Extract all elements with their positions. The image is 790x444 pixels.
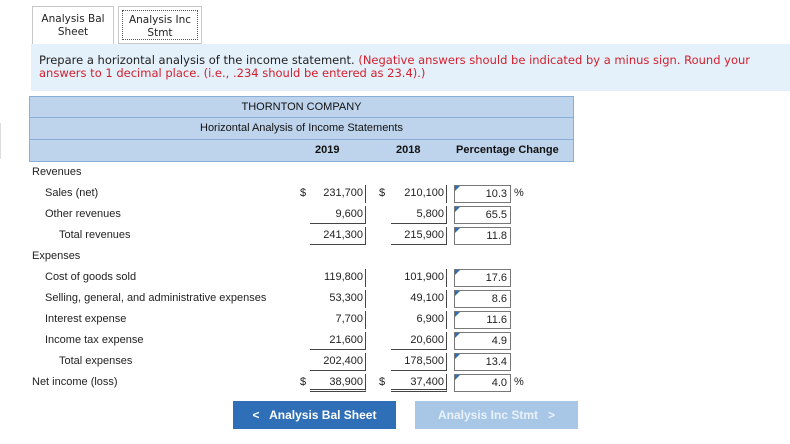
instructions-note: (Negative answers should be indicated by a minus sign. Round your answers to 1 decimal place. (i.e., .234 should be entered as 23.4).) [39, 53, 751, 80]
tab-analysis-bal-sheet[interactable] [32, 6, 114, 44]
value-2018: 101,900 [391, 269, 447, 287]
column-header-row [29, 140, 574, 162]
dollar-sign: $ [379, 376, 386, 388]
row-label: Interest expense [45, 313, 127, 325]
value-2019: 9,600 [310, 206, 366, 224]
value-2019: 53,300 [310, 290, 366, 308]
expenses-heading: Expenses [32, 250, 81, 262]
table-row-net-income [29, 372, 574, 393]
value-2019: 7,700 [310, 311, 366, 329]
value-2018: 6,900 [391, 311, 447, 329]
chevron-left-icon: < [252, 408, 260, 422]
tab-label-line1: Analysis Inc [128, 14, 192, 26]
table-row-total-expenses [29, 351, 574, 372]
value-2018: 37,400 [391, 374, 447, 392]
value-2019: 38,900 [310, 374, 366, 392]
column-header-2019: 2019 [315, 144, 340, 156]
row-label: Total expenses [59, 355, 133, 367]
column-header-percentage-change: Percentage Change [456, 144, 559, 156]
dollar-sign: $ [379, 187, 386, 199]
dollar-sign: $ [300, 187, 307, 199]
percentage-input[interactable]: 11.8 [454, 227, 511, 245]
prev-analysis-bal-sheet-button[interactable] [233, 401, 396, 429]
value-2018: 5,800 [391, 206, 447, 224]
percentage-input[interactable]: 4.0 [454, 374, 511, 392]
percentage-input[interactable]: 4.9 [454, 332, 511, 350]
value-2019: 119,800 [310, 269, 366, 287]
percentage-input[interactable]: 13.4 [454, 353, 511, 371]
dollar-sign: $ [300, 376, 307, 388]
value-2019: 231,700 [310, 185, 366, 203]
chevron-right-icon: > [548, 408, 556, 422]
value-2018: 20,600 [391, 332, 447, 350]
value-2019: 241,300 [310, 227, 366, 245]
next-button-label: Analysis Inc Stmt [437, 408, 538, 422]
column-header-2018: 2018 [396, 144, 421, 156]
tab-label-line2: Sheet [57, 26, 89, 38]
percentage-input[interactable]: 17.6 [454, 269, 511, 287]
statement-title: Horizontal Analysis of Income Statements [29, 118, 574, 140]
percentage-input[interactable]: 65.5 [454, 206, 511, 224]
table-row-other-revenues [29, 204, 574, 225]
percent-sign: % [514, 187, 524, 199]
left-edge-marker [0, 123, 3, 159]
value-2019: 202,400 [310, 353, 366, 371]
row-label: Total revenues [59, 229, 131, 241]
revenues-heading-row [29, 162, 574, 183]
tab-label-line1: Analysis Bal [41, 13, 105, 25]
value-2018: 178,500 [391, 353, 447, 371]
row-label: Selling, general, and administrative expenses [45, 292, 267, 304]
revenues-heading: Revenues [32, 166, 82, 178]
value-2019: 21,600 [310, 332, 366, 350]
expenses-heading-row [29, 246, 574, 267]
value-2018: 215,900 [391, 227, 447, 245]
value-2018: 49,100 [391, 290, 447, 308]
percentage-input[interactable]: 10.3 [454, 185, 511, 203]
instructions-main: Prepare a horizontal analysis of the income statement. [39, 53, 355, 67]
row-label: Cost of goods sold [45, 271, 137, 283]
table-row-sga-expenses [29, 288, 574, 309]
instructions-panel [31, 44, 790, 91]
table-row-total-revenues [29, 225, 574, 246]
percent-sign: % [514, 376, 524, 388]
table-row-income-tax-expense [29, 330, 574, 351]
row-label: Sales (net) [45, 187, 99, 199]
tab-analysis-inc-stmt[interactable] [118, 6, 202, 44]
percentage-input[interactable]: 8.6 [454, 290, 511, 308]
row-label: Other revenues [45, 208, 121, 220]
table-row-cost-of-goods-sold [29, 267, 574, 288]
table-row-sales [29, 183, 574, 204]
value-2018: 210,100 [391, 185, 447, 203]
row-label: Net income (loss) [32, 376, 118, 388]
income-statement-worksheet [29, 96, 574, 393]
tab-focus-ring [122, 10, 198, 40]
company-name: THORNTON COMPANY [29, 96, 574, 118]
table-row-interest-expense [29, 309, 574, 330]
percentage-input[interactable]: 11.6 [454, 311, 511, 329]
next-analysis-inc-stmt-button[interactable] [415, 401, 578, 429]
tab-label-line2: Stmt [147, 27, 173, 39]
prev-button-label: Analysis Bal Sheet [269, 408, 377, 422]
row-label: Income tax expense [45, 334, 144, 346]
